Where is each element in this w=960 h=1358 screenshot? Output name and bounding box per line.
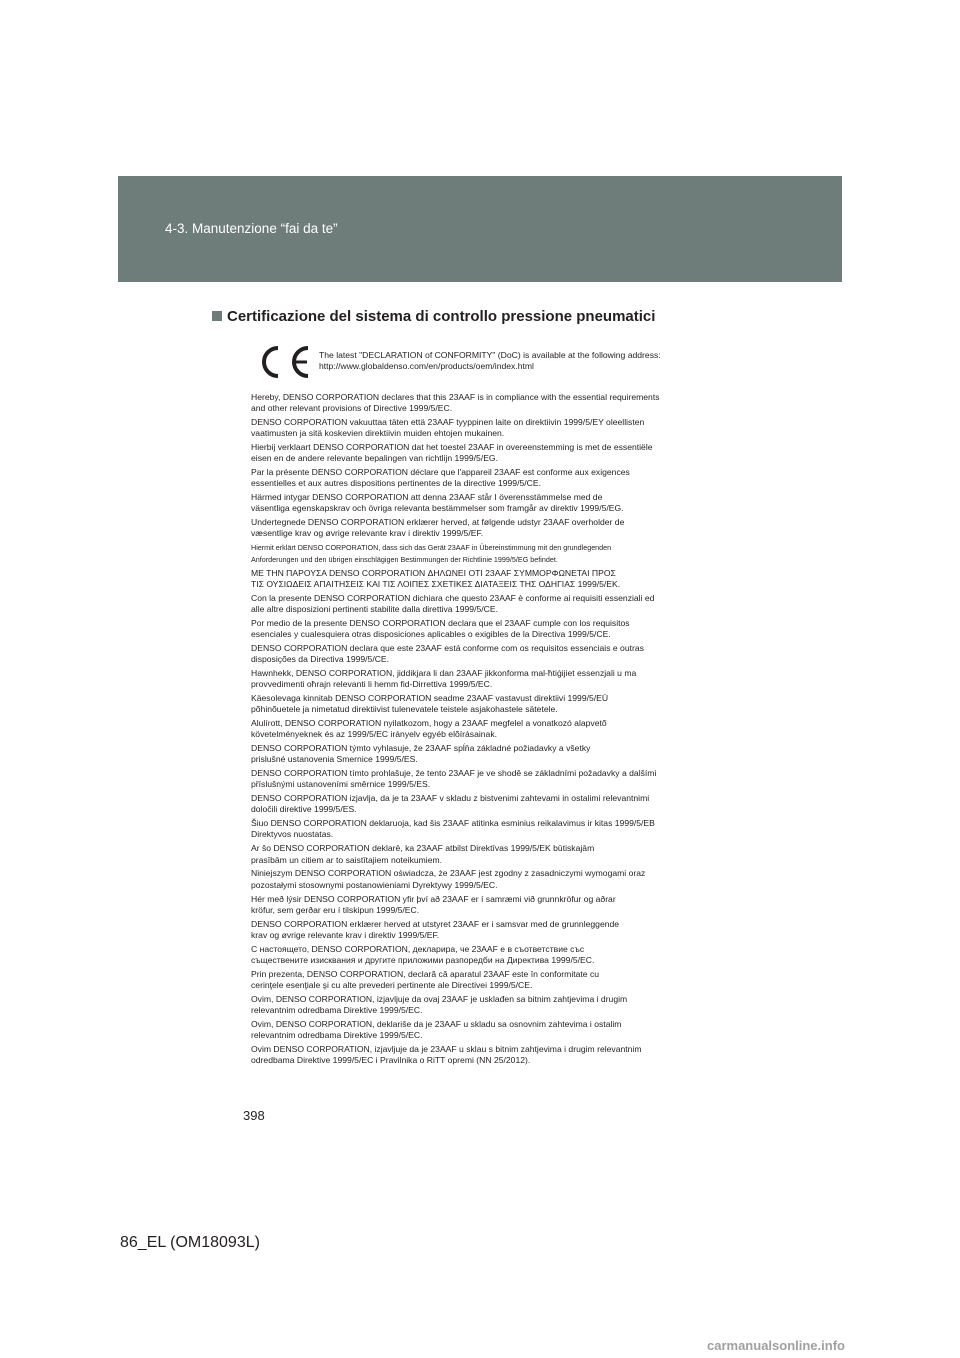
declaration-pt: DENSO CORPORATION declara que este 23AAF está conforme com os requisitos essenciais e outras disposições da Directiva 1999/5/CE. [251, 642, 644, 664]
declaration-bs: Ovim, DENSO CORPORATION, izjavljuje da ovaj 23AAF je usklađen sa bitnim zahtjevima i drugim relevantnim odredbama Direktive 1999/5/EC. [251, 993, 628, 1015]
declaration-es: Por medio de la presente DENSO CORPORATION declara que el 23AAF cumple con los requisitos esenciales y cualesquiera otras disposiciones aplicables o exigibles de la Directiva 1999/5/CE. [251, 617, 630, 639]
doc-intro-line: The latest "DECLARATION of CONFORMITY" (DoC) is available at the following address: [319, 350, 661, 360]
declaration-pl: Niniejszym DENSO CORPORATION oświadcza, że 23AAF jest zgodny z zasadniczymi wymogami oraz pozostałymi stosownymi postanowieniami Dyrektywy 1999/5/EC. [251, 868, 646, 890]
declaration-sk: DENSO CORPORATION týmto vyhlasuje, že 23AAF spĺňa základné požiadavky a všetky prislušné ustanovenia Smernice 1999/5/ES. [251, 743, 591, 765]
declaration-nl: Hierbij verklaart DENSO CORPORATION dat het toestel 23AAF in overeenstemming is met de essentiële eisen en de andere relevante bepalingen van richtlijn 1999/5/EG. [251, 442, 653, 464]
declaration-mt: Hawnhekk, DENSO CORPORATION, jiddikjara li dan 23AAF jikkonforma mal-ħtiġijiet essenzjali u ma provvedimenti oħrajn relevanti li hemm fid-Dirrettiva 1999/5/EC. [251, 667, 637, 689]
declaration-hu: Alulírott, DENSO CORPORATION nyilatkozom, hogy a 23AAF megfelel a vonatkozó alapvetõ követelményeknek és az 1999/5/EC irányelv egyéb elõírásainak. [251, 718, 607, 740]
page-number: 398 [243, 1108, 265, 1123]
declaration-el: ΜΕ ΤΗΝ ΠΑΡΟΥΣΑ DENSO CORPORATION ΔΗΛΩΝΕΙ ΟΤΙ 23AAF ΣΥΜΜΟΡΦΩΝΕΤΑΙ ΠΡΟΣ ΤΙΣ ΟΥΣΙΩΔΕΙΣ ΑΠΑΙΤΗΣΕΙΣ ΚΑΙ ΤΙΣ ΛΟΙΠΕΣ ΣΧΕΤΙΚΕΣ ΔΙΑΤΑΞΕΙΣ ΤΗΣ ΟΔΗΓΙΑΣ 1999/5/ΕΚ. [251, 567, 621, 589]
declaration-hr: Ovim DENSO CORPORATION, izjavljuje da je 23AAF u sklau s bitnim zahtjevima i drugim relevantnim odredbama Direktive 1999/5/EC i Pravilnika o RiTT opremi (NN 25/2012). [251, 1044, 642, 1066]
declaration-sr: Ovim, DENSO CORPORATION, deklariše da je 23AAF u skladu sa osnovnim zahtevima i ostalim relevantnim odredbama Direktive 1999/5/EC. [251, 1018, 622, 1041]
declaration-de: Hiermit erklärt DENSO CORPORATION, dass sich das Gerät 23AAF in Übereinstimmung mit den grundlegenden Anforderungen und den übrigen einschlägigen Bestimmungen der Richtlinie 1999/5/EG befindet. [251, 543, 612, 564]
manual-code: 86_EL (OM18093L) [120, 1234, 260, 1251]
declaration-sv: Härmed intygar DENSO CORPORATION att denna 23AAF står I överensstämmelse med de väsentliga egenskapskrav och övriga relevanta bestämmelser som framgår av direktiv 1999/5/EG. [251, 492, 624, 514]
declaration-da: Undertegnede DENSO CORPORATION erklærer herved, at følgende udstyr 23AAF overholder de væsentlige krav og øvrige relevante krav i direktiv 1999/5/EF. [251, 517, 625, 539]
declaration-en: Hereby, DENSO CORPORATION declares that this 23AAF is in compliance with the essential requirements and other relevant provisions of Directive 1999/5/EC. [251, 392, 660, 414]
declaration-sl: DENSO CORPORATION izjavlja, da je ta 23AAF v skladu z bistvenimi zahtevami in ostalimi relevantnimi določili direktive 1999/5/ES. [251, 793, 650, 815]
watermark: carmanualsonline.info [707, 1338, 845, 1353]
ce-mark-icon [256, 344, 312, 380]
declaration-bg: С настоящето, DENSO CORPORATION, декларира, че 23AAF е в съответствие със съществените изисквания и другите приложими разпоредби на Директива 1999/5/EC. [251, 943, 595, 965]
doc-url: http://www.globaldenso.com/en/products/oem/index.html [319, 361, 534, 371]
heading-square-icon [212, 311, 222, 321]
declaration-fr: Par la présente DENSO CORPORATION déclare que l'appareil 23AAF est conforme aux exigences essentielles et aux autres dispositions pertinentes de la directive 1999/5/CE. [251, 467, 630, 489]
declaration-it: Con la presente DENSO CORPORATION dichiara che questo 23AAF è conforme ai requisiti essenziali ed alle altre disposizioni pertinenti stabilite dalla direttiva 1999/5/CE. [251, 592, 655, 614]
header-section-title: 4-3. Manutenzione “fai da te” [165, 221, 338, 236]
declaration-fi: DENSO CORPORATION vakuuttaa täten että 23AAF tyyppinen laite on direktiivin 1999/5/EY oleellisten vaatimusten ja sitä koskevien direktiivin muiden ehtojen mukainen. [251, 417, 645, 439]
declarations-list [251, 392, 721, 1069]
declaration-no: DENSO CORPORATION erklærer herved at utstyret 23AAF er i samsvar med de grunnleggende krav og øvrige relevante krav i direktiv 1999/5/EF. [251, 918, 620, 940]
declaration-ro: Prin prezenta, DENSO CORPORATION, declară că aparatul 23AAF este în conformitate cu cerinţele esenţiale şi cu alte prevederi pertinente ale Directivei 1999/5/CE. [251, 968, 600, 990]
declaration-lt: Šiuo DENSO CORPORATION deklaruoja, kad šis 23AAF atitinka esminius reikalavimus ir kitas 1999/5/EB Direktyvos nuostatas. [251, 818, 655, 840]
section-heading [212, 308, 655, 325]
doc-intro [319, 350, 719, 372]
section-heading-text: Certificazione del sistema di controllo pressione pneumatici [227, 308, 656, 325]
declaration-et: Käesolevaga kinnitab DENSO CORPORATION seadme 23AAF vastavust direktiivi 1999/5/EÜ põhinõuetele ja nimetatud direktiivist tulenevatele teistele asjakohastele sätetele. [251, 692, 609, 715]
declaration-cs: DENSO CORPORATION tímto prohlašuje, že tento 23AAF je ve shodě se základními požadavky a dalšími příslušnými ustanoveními směrnice 1999/5/ES. [251, 768, 657, 790]
declaration-is: Hér með lýsir DENSO CORPORATION yfir því að 23AAF er í samræmi við grunnkröfur og aðrar kröfur, sem gerðar eru í tilskipun 1999/5/EC. [251, 893, 616, 915]
declaration-lv: Ar šo DENSO CORPORATION deklarē, ka 23AAF atbilst Direktīvas 1999/5/EK būtiskajām prasībām un citiem ar to saistītajiem noteikumiem. [251, 843, 595, 865]
